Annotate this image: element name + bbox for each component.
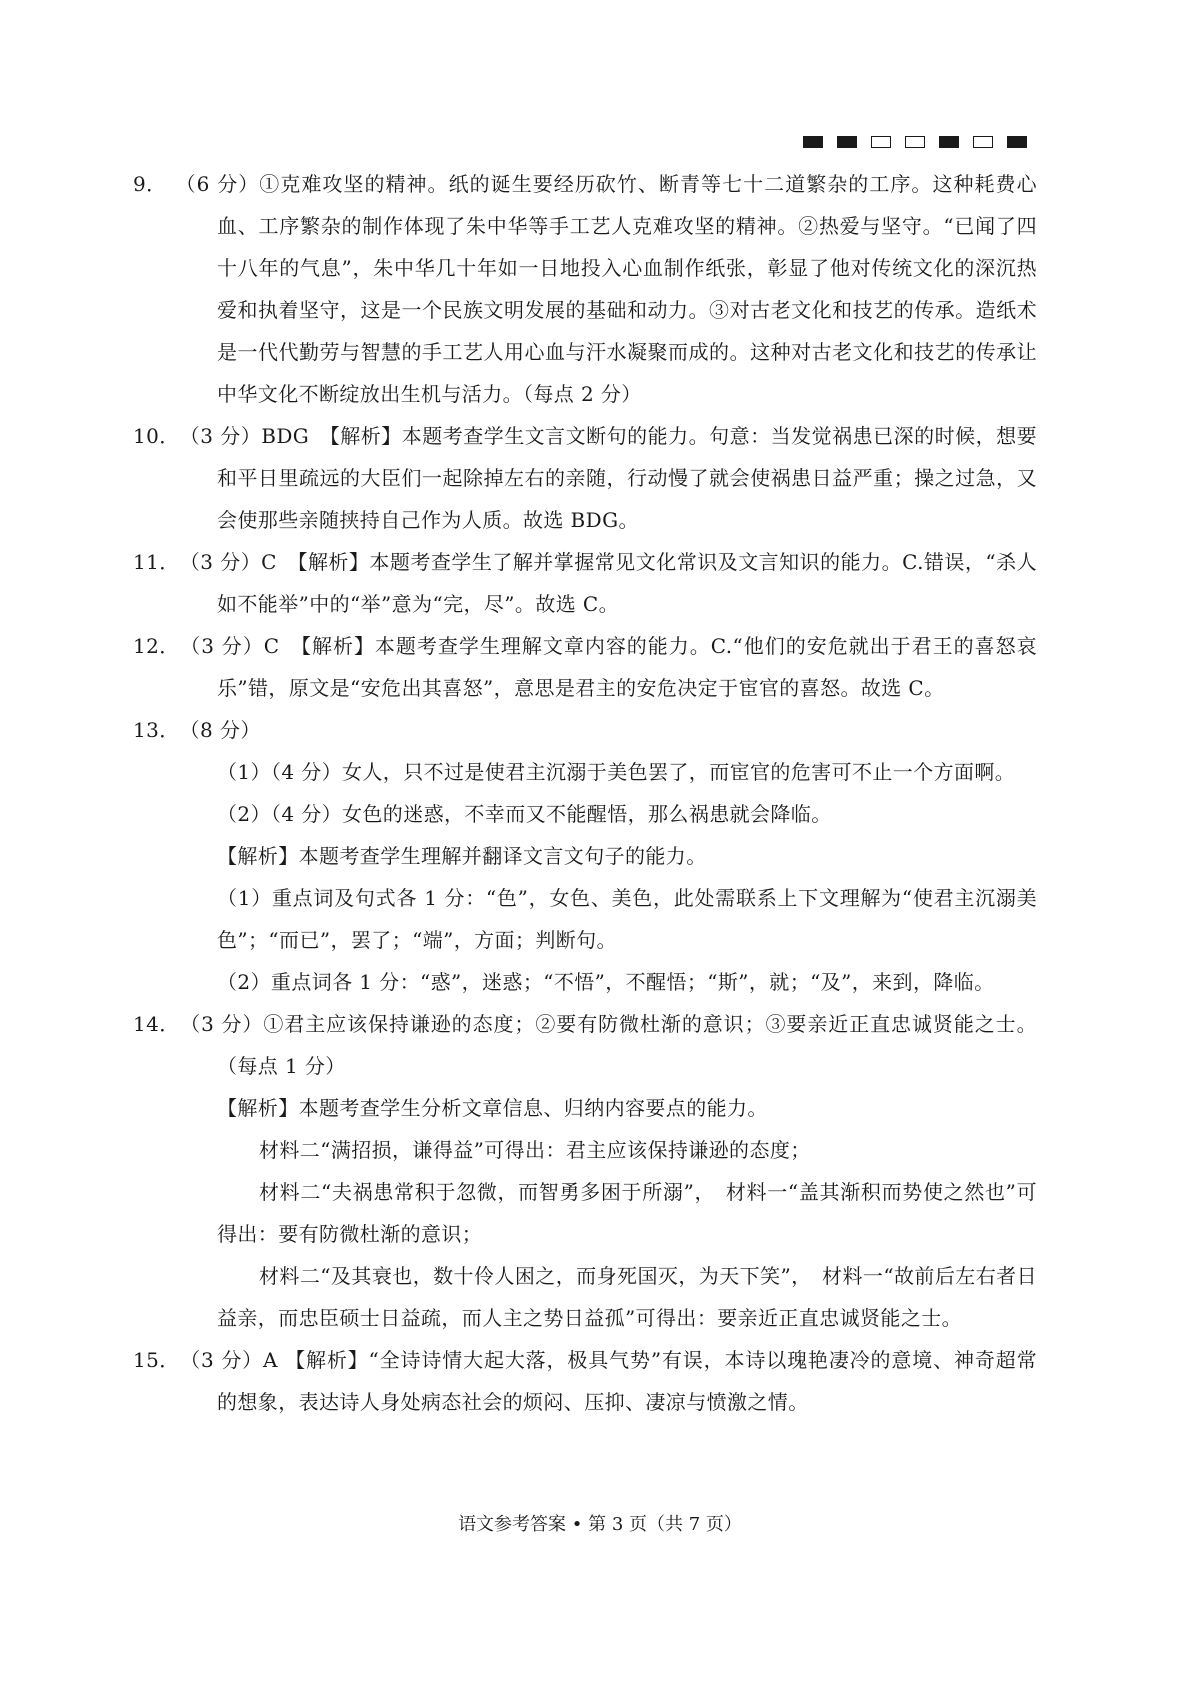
question-number: 15． bbox=[133, 1348, 180, 1372]
analysis-text: 【解析】本题考查学生分析文章信息、归纳内容要点的能力。 bbox=[217, 1096, 768, 1120]
question-14-answer bbox=[133, 1003, 1037, 1087]
header-mark bbox=[803, 136, 823, 148]
page-footer: 语文参考答案 • 第 3 页（共 7 页） bbox=[458, 1514, 742, 1535]
answer-text: （3 分）BDG 【解析】本题考查学生文言文断句的能力。句意：当发觉祸患已深的时候，想要和平日里疏远的大臣们一起除掉左右的亲随，行动慢了就会使祸患日益严重；操之过急，又会使那些亲随挟持自己作为人质。故选 BDG。 bbox=[179, 424, 1037, 532]
header-mark bbox=[939, 136, 959, 148]
header-marks bbox=[803, 136, 1027, 148]
answer-text: （3 分）A 【解析】“全诗诗情大起大落，极具气势”有误，本诗以瑰艳凄冷的意境、神奇超常的想象，表达诗人身处病态社会的烦闷、压抑、凄凉与愤激之情。 bbox=[179, 1348, 1037, 1414]
question-13-head bbox=[133, 709, 1037, 751]
question-number: 12． bbox=[133, 634, 180, 658]
header-mark bbox=[837, 136, 857, 148]
question-15 bbox=[133, 1339, 1037, 1423]
question-12 bbox=[133, 625, 1037, 709]
answer-text: （3 分）①君主应该保持谦逊的态度；②要有防微杜渐的意识；③要亲近正直忠诚贤能之士。（每点 1 分） bbox=[179, 1012, 1037, 1078]
analysis-point-1: 材料二“满招损，谦得益”可得出：君主应该保持谦逊的态度； bbox=[259, 1138, 811, 1162]
answer-part-2: （2）（4 分）女色的迷惑，不幸而又不能醒悟，那么祸患就会降临。 bbox=[217, 802, 832, 826]
question-11 bbox=[133, 541, 1037, 625]
header-mark bbox=[1007, 136, 1027, 148]
answer-text: （8 分） bbox=[179, 718, 261, 742]
question-14 bbox=[133, 1003, 1037, 1339]
header-mark bbox=[905, 136, 925, 148]
question-number: 14． bbox=[133, 1012, 180, 1036]
analysis-point-2: 材料二“夫祸患常积于忽微，而智勇多困于所溺”， 材料一“盖其渐积而势使之然也”可得出：要有防微杜渐的意识； bbox=[217, 1180, 1037, 1246]
question-number: 10． bbox=[133, 424, 180, 448]
question-10 bbox=[133, 415, 1037, 541]
answer-text: （6 分）①克难攻坚的精神。纸的诞生要经历砍竹、断青等七十二道繁杂的工序。这种耗费心血、工序繁杂的制作体现了朱中华等手工艺人克难攻坚的精神。②热爱与坚守。“已闻了四十八年的气息”，朱中华几十年如一日地投入心血制作纸张，彰显了他对传统文化的深沉热爱和执着坚守，这是一个民族文明发展的基础和动力。③对古老文化和技艺的传承。造纸术是一代代勤劳与智慧的手工艺人用心血与汗水凝聚而成的。这种对古老文化和技艺的传承让中华文化不断绽放出生机与活力。（每点 2 分） bbox=[175, 172, 1037, 406]
analysis-text: 【解析】本题考查学生理解并翻译文言文句子的能力。 bbox=[217, 844, 707, 868]
question-13 bbox=[133, 709, 1037, 1003]
answer-text: （3 分）C 【解析】本题考查学生理解文章内容的能力。C.“他们的安危就出于君王的喜怒哀乐”错，原文是“安危出其喜怒”，意思是君主的安危决定于宦官的喜怒。故选 C。 bbox=[179, 634, 1037, 700]
question-number: 13． bbox=[133, 718, 180, 742]
analysis-point-2: （2）重点词各 1 分：“惑”，迷惑；“不悟”，不醒悟；“斯”，就；“及”，来到，降临。 bbox=[217, 970, 995, 994]
header-mark bbox=[973, 136, 993, 148]
answer-text: （3 分）C 【解析】本题考查学生了解并掌握常见文化常识及文言知识的能力。C.错误，“杀人如不能举”中的“举”意为“完，尽”。故选 C。 bbox=[179, 550, 1037, 616]
analysis-point-1: （1）重点词及句式各 1 分：“色”，女色、美色，此处需联系上下文理解为“使君主沉溺美色”；“而已”，罢了；“端”，方面；判断句。 bbox=[217, 886, 1037, 952]
analysis-point-3: 材料二“及其衰也，数十伶人困之，而身死国灭，为天下笑”， 材料一“故前后左右者日益亲，而忠臣硕士日益疏，而人主之势日益孤”可得出：要亲近正直忠诚贤能之士。 bbox=[217, 1264, 1037, 1330]
answer-content bbox=[133, 163, 1037, 1423]
question-number: 11． bbox=[133, 550, 180, 574]
question-9: 9． （6 分）①克难攻坚的精神。纸的诞生要经历砍竹、断青等七十二道繁杂的工序。这种耗费心血、工序繁杂的制作体现了朱中华等手工艺人克难攻坚的精神。②热爱与坚守。“已闻了四十八年的气息”，朱中华几十年如一日地投入心血制作纸张，彰显了他对传统文化的深沉热爱和执着坚守，这是一个民族文明发展的基础和动力。③对古老文化和技艺的传承。造纸术是一代代勤劳与智慧的手工艺人用心血与汗水凝聚而成的。这种对古老文化和技艺的传承让中华文化不断绽放出生机与活力。（每点 2 分） bbox=[133, 172, 1037, 406]
answer-part-1: （1）（4 分）女人，只不过是使君主沉溺于美色罢了，而宦官的危害可不止一个方面啊。 bbox=[217, 760, 1016, 784]
header-mark bbox=[871, 136, 891, 148]
